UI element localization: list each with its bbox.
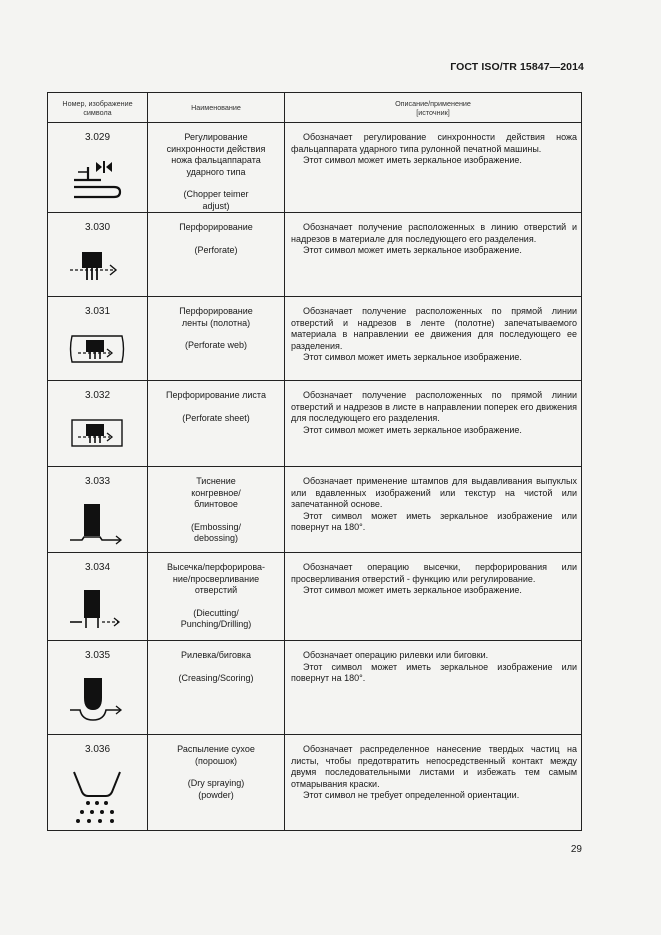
- table-row: [48, 641, 582, 735]
- name-en-line: (Chopper teimer: [183, 189, 249, 199]
- description-paragraph: Обозначает применение штампов для выдавливания выпуклых или вдавленных изображений или текстур на чистой или запечатанной основе.: [291, 476, 577, 509]
- column-header-description-line1: Описание/применение: [395, 98, 471, 108]
- name-ru-line: конгревное/: [191, 487, 241, 498]
- perforate-icon: [68, 248, 128, 284]
- description-paragraph: Обозначает регулирование синхронности действия ножа фальцаппарата ударного типа рулонной печатной машины.: [291, 132, 577, 154]
- symbol-cell: [48, 123, 148, 213]
- name-ru-line: (порошок): [194, 755, 238, 766]
- table-row: [48, 467, 582, 553]
- description-cell: [285, 467, 582, 553]
- column-header-number-line2: символа: [83, 107, 112, 117]
- name-ru-line: Тиснение: [196, 476, 236, 486]
- table-row: [48, 297, 582, 381]
- name-cell: [148, 735, 285, 831]
- symbol-number: 3.032: [84, 390, 111, 401]
- symbol-cell: [48, 467, 148, 553]
- name-en-line: (Perforate): [194, 244, 238, 255]
- diecutting-icon: [68, 588, 128, 632]
- name-ru-line: ножа фальцаппарата: [171, 155, 261, 165]
- column-header-description-line2: [источник]: [416, 107, 450, 117]
- name-ru-line: ние/просверливание: [172, 573, 260, 584]
- description-paragraph: Этот символ может иметь зеркальное изображение.: [303, 352, 522, 362]
- description-paragraph: Этот символ не требует определенной ориентации.: [303, 790, 520, 800]
- name-ru-line: ленты (полотна): [181, 317, 251, 328]
- description-paragraph: Этот символ может иметь зеркальное изображение.: [303, 585, 522, 595]
- description-cell: [285, 297, 582, 381]
- perforate-sheet-icon: [68, 416, 128, 450]
- name-en-line: (Perforate web): [184, 340, 248, 350]
- description-paragraph: Обозначает получение расположенных по прямой линии отверстий и надрезов в листе в направлении поперек его движения для последующего его разделения.: [291, 390, 577, 423]
- name-en-line: (Creasing/Scoring): [178, 672, 254, 683]
- dry-spraying-icon: [68, 770, 128, 828]
- symbol-number: 3.029: [84, 132, 111, 143]
- name-cell: [148, 297, 285, 381]
- name-cell: [148, 213, 285, 297]
- description-paragraph: Этот символ может иметь зеркальное изображение.: [303, 155, 522, 165]
- name-ru-line: ударного типа: [186, 166, 246, 177]
- description-paragraph: Этот символ может иметь зеркальное изображение или повернут на 180°.: [291, 661, 577, 683]
- symbol-cell: [48, 213, 148, 297]
- name-en-line: (Embossing/: [190, 521, 242, 532]
- description-paragraph: Обозначает операцию высечки, перфорирования или просверливания отверстий - функцию или регулирование.: [291, 562, 577, 584]
- symbol-cell: [48, 641, 148, 735]
- symbol-cell: [48, 297, 148, 381]
- description-paragraph: Обозначает операцию рилевки или биговки.: [303, 650, 489, 660]
- table-row: [48, 381, 582, 467]
- table-row: [48, 213, 582, 297]
- column-header-name: Наименование: [148, 93, 285, 123]
- symbol-cell: [48, 381, 148, 467]
- description-cell: [285, 553, 582, 641]
- creasing-icon: [68, 676, 128, 724]
- name-ru-line: блинтовое: [194, 499, 238, 509]
- name-en-line: Punching/Drilling): [180, 619, 252, 629]
- name-cell: [148, 467, 285, 553]
- symbol-cell: [48, 553, 148, 641]
- symbol-number: 3.033: [84, 476, 111, 487]
- description-cell: [285, 735, 582, 831]
- name-cell: [148, 641, 285, 735]
- name-ru-line: Регулирование: [184, 132, 248, 142]
- name-en-line: (Diecutting/: [193, 607, 239, 618]
- name-ru-line: отверстий: [194, 585, 238, 595]
- perforate-web-icon: [68, 332, 128, 366]
- description-paragraph: Этот символ может иметь зеркальное изображение или повернут на 180°.: [291, 510, 577, 532]
- page-number: 29: [570, 844, 582, 855]
- name-cell: [148, 553, 285, 641]
- description-paragraph: Обозначает получение расположенных по прямой линии отверстий и надрезов в ленте (полотне) запечатываемого материала в направлении ее движения для последующего ее разделения.: [291, 306, 577, 351]
- name-en-line: adjust): [202, 200, 230, 211]
- embossing-icon: [68, 502, 128, 546]
- column-header-description: [285, 93, 582, 123]
- name-en-line: (powder): [198, 789, 234, 800]
- name-ru-line: Высечка/перфорирова-: [166, 562, 266, 572]
- name-cell: [148, 381, 285, 467]
- table-row: [48, 553, 582, 641]
- name-ru-line: Рилевка/биговка: [181, 650, 251, 660]
- description-cell: [285, 123, 582, 213]
- symbol-number: 3.030: [84, 222, 111, 233]
- name-ru-line: Перфорирование: [179, 306, 253, 316]
- description-cell: [285, 381, 582, 467]
- symbol-number: 3.036: [84, 744, 111, 755]
- name-ru-line: Перфорирование листа: [166, 390, 266, 400]
- table-row: [48, 735, 582, 831]
- description-cell: [285, 213, 582, 297]
- table-row: [48, 123, 582, 213]
- name-en-line: (Dry spraying): [187, 778, 245, 788]
- name-ru-line: синхронности действия: [166, 143, 266, 154]
- description-cell: [285, 641, 582, 735]
- chopper-timer-adjust-icon: [68, 158, 128, 202]
- description-paragraph: Обозначает распределенное нанесение твердых частиц на листы, чтобы предотвратить непосредственный контакт между двумя последовательными листами и избежать тем самым отмарывания краски.: [291, 744, 577, 789]
- name-en-line: (Perforate sheet): [182, 412, 250, 423]
- symbol-number: 3.031: [84, 306, 111, 317]
- symbol-cell: [48, 735, 148, 831]
- description-paragraph: Обозначает получение расположенных в линию отверстий и надрезов в материале для последующего его разделения.: [291, 222, 577, 244]
- description-paragraph: Этот символ может иметь зеркальное изображение.: [303, 424, 522, 435]
- document-header-title: ГОСТ ISO/TR 15847—2014: [450, 61, 584, 73]
- column-header-number: [48, 93, 148, 123]
- symbol-number: 3.034: [84, 562, 111, 573]
- name-ru-line: Перфорирование: [179, 222, 253, 232]
- name-ru-line: Распыление сухое: [177, 744, 255, 754]
- name-cell: [148, 123, 285, 213]
- name-en-line: debossing): [193, 533, 239, 543]
- symbol-number: 3.035: [84, 650, 111, 661]
- table-header-row: [48, 93, 582, 123]
- symbols-table: [47, 92, 582, 831]
- column-header-number-line1: Номер, изображение: [62, 98, 133, 108]
- description-paragraph: Этот символ может иметь зеркальное изображение.: [303, 245, 522, 255]
